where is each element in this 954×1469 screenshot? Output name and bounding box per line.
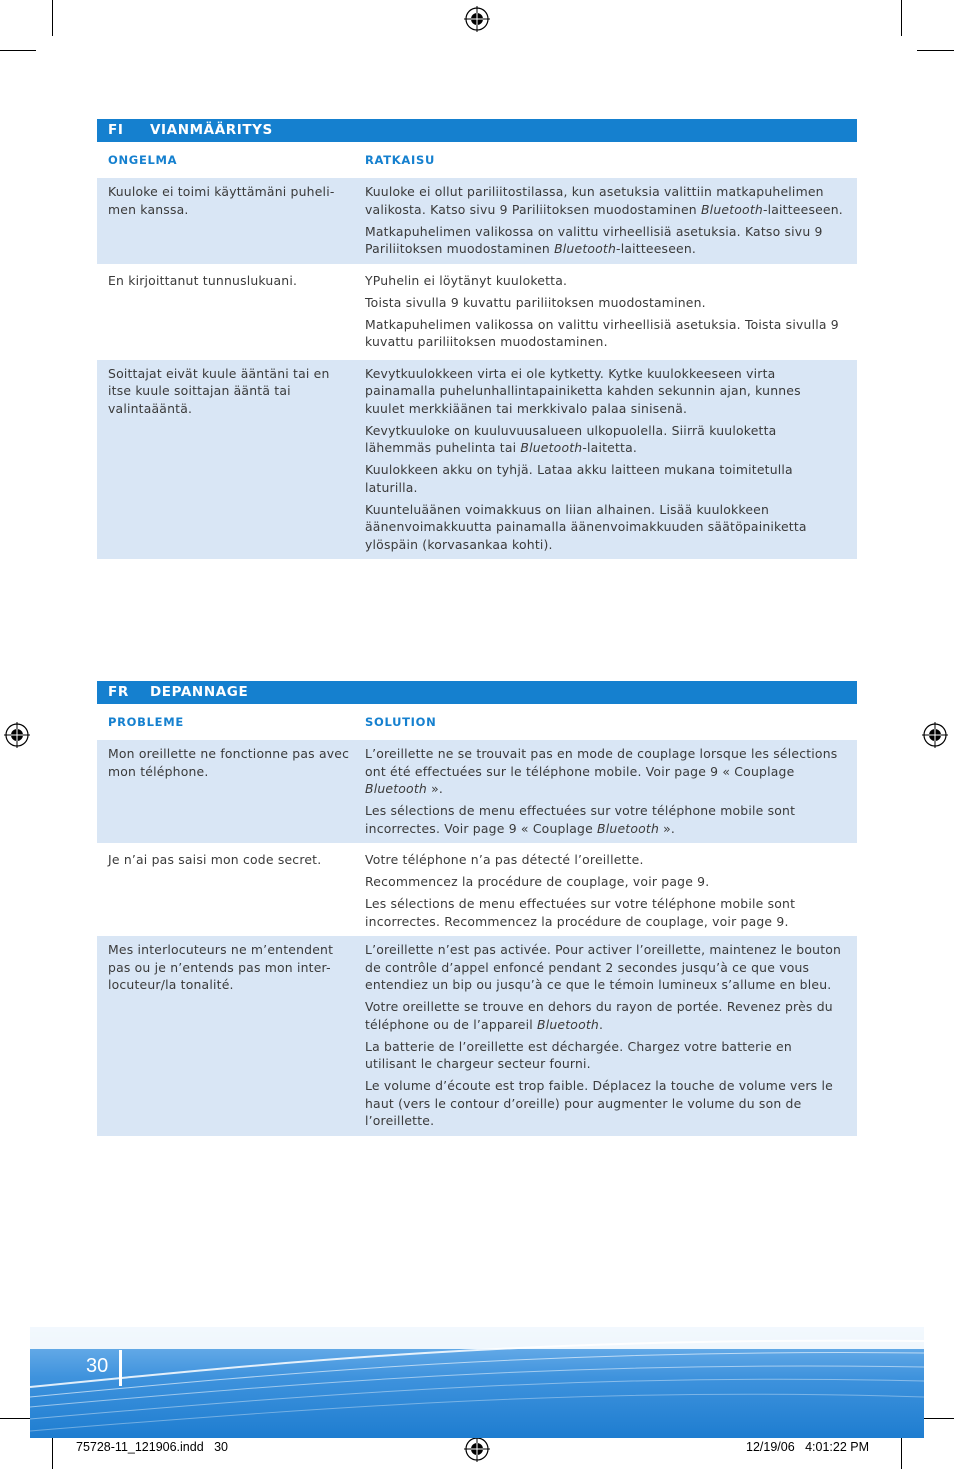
solution-text: Matkapuhelimen valikossa on valittu virheellisiä asetuksia. Toista sivulla 9 kuvattu pariliitoksen muodostaminen. [365,316,839,349]
solution-text: Kuunteluäänen voimakkuus on liian alhainen. Lisää kuulokkeen äänenvoimakkuutta painamalla äänenvoimakkuuden säätöpainiketta ylöspäin (korvasankaa kohti). [365,501,807,552]
solution-list [365,941,857,1130]
page-number-divider [119,1350,122,1386]
solution-text: L’oreillette n’est pas activée. Pour activer l’oreillette, maintenez le bouton de contrôle d’appel enfoncé pendant 2 secondes jusqu’à ce que vous entendiez un bip ou jusqu’à ce que le témoin lumineux s’allume en bleu. [365,942,842,992]
solution-column-header: SOLUTION [365,715,437,729]
solution-text: Kuuloke ei ollut pariliitostilassa, kun asetuksia valittiin matkapuhelimen valikosta. Katso sivu 9 Pariliitoksen muodostaminen Bluetooth-laitteeseen. [365,184,843,217]
solution-list [365,851,857,930]
problem-text: En kirjoittanut tunnuslukuani. [108,272,298,288]
solution-text: Les sélections de menu effectuées sur votre téléphone mobile sont incorrectes. Recommencez la procédure de couplage, voir page 9. [365,896,796,929]
table-row [97,936,857,1136]
page-number: 30 [86,1355,109,1377]
solution-text: Recommencez la procédure de couplage, voir page 9. [365,874,710,889]
solution-list [365,272,857,351]
crop-mark [0,50,36,51]
problem-column-header: PROBLEME [108,715,184,729]
problem-text: Mon oreillette ne fonctionne pas avec mon téléphone. [108,746,350,779]
column-headers [97,142,857,178]
solution-text: Kevytkuulokkeen virta ei ole kytketty. Kytke kuulokkeeseen virta painamalla puhelunhallintapainiketta kahden sekunnin ajan, kunnes kuulet merkkiäänen tai merkkivalo palaa sinisenä. [365,365,801,416]
section-header [97,681,857,704]
crop-mark [901,0,902,36]
problem-text: Soittajat eivät kuule ääntäni tai en itse kuule soittajan ääntä tai valintaääntä. [108,365,330,416]
fr-troubleshooting-section [97,681,857,1136]
crop-mark [52,0,53,36]
table-row [97,360,857,560]
table-row [97,264,857,360]
problem-text: Mes interlocuteurs ne m’entendent pas ou je n’entends pas mon inter-locuteur/la tonalité. [108,942,334,992]
wave-lines-decoration [30,1327,924,1438]
solution-column-header: RATKAISU [365,153,436,167]
solution-text: Toista sivulla 9 kuvattu pariliitoksen muodostaminen. [365,294,706,310]
footer-wave-band [30,1327,924,1438]
registration-mark-icon [4,722,30,748]
crop-mark [917,50,954,51]
column-headers [97,704,857,740]
fi-troubleshooting-section [97,119,857,559]
solution-text: Kuulokkeen akku on tyhjä. Lataa akku laitteen mukana toimitetulla laturilla. [365,462,793,495]
problem-text: Je n’ai pas saisi mon code secret. [108,852,322,867]
registration-mark-icon [464,6,490,32]
crop-mark [901,1436,902,1469]
table-row [97,178,857,264]
solution-text: Matkapuhelimen valikossa on valittu virheellisiä asetuksia. Katso sivu 9 Pariliitoksen muodostaminen Bluetooth-laitteeseen. [365,223,823,256]
solution-text: L’oreillette ne se trouvait pas en mode de couplage lorsque les sélections ont été effectuées sur le téléphone mobile. Voir page 9 « Couplage Bluetooth ». [365,746,838,796]
solution-text: La batterie de l’oreillette est déchargée. Chargez votre batterie en utilisant le chargeur secteur fourni. [365,1038,792,1071]
registration-mark-icon [922,722,948,748]
solution-list [365,745,857,837]
problem-column-header: ONGELMA [108,153,178,167]
registration-mark-icon [464,1436,490,1462]
section-title: DEPANNAGE [150,684,249,700]
section-header [97,119,857,142]
solution-text: Les sélections de menu effectuées sur votre téléphone mobile sont incorrectes. Voir page 9 « Couplage Bluetooth ». [365,803,796,836]
solution-text: YPuhelin ei löytänyt kuuloketta. [365,272,568,288]
table-row [97,740,857,843]
solution-list [365,365,857,554]
section-title: VIANMÄÄRITYS [150,122,273,138]
solution-list [365,183,857,258]
language-code: FR [108,684,129,700]
problem-text: Kuuloke ei toimi käyttämäni puheli-men kanssa. [108,184,335,217]
print-timestamp: 12/19/06 4:01:22 PM [746,1440,870,1454]
solution-text: Votre oreillette se trouve en dehors du rayon de portée. Revenez près du téléphone ou de l’appareil Bluetooth. [365,999,833,1032]
solution-text: Kevytkuuloke on kuuluvuusalueen ulkopuolella. Siirrä kuuloketta lähemmäs puhelinta tai Bluetooth-laitetta. [365,422,777,455]
file-slug: 75728-11_121906.indd 30 [76,1440,228,1454]
solution-text: Votre téléphone n’a pas détecté l’oreillette. [365,852,644,867]
crop-mark [52,1436,53,1469]
language-code: FI [108,122,124,138]
table-row [97,843,857,936]
solution-text: Le volume d’écoute est trop faible. Déplacez la touche de volume vers le haut (vers le contour d’oreille) pour augmenter le volume du son de l’oreillette. [365,1078,833,1128]
